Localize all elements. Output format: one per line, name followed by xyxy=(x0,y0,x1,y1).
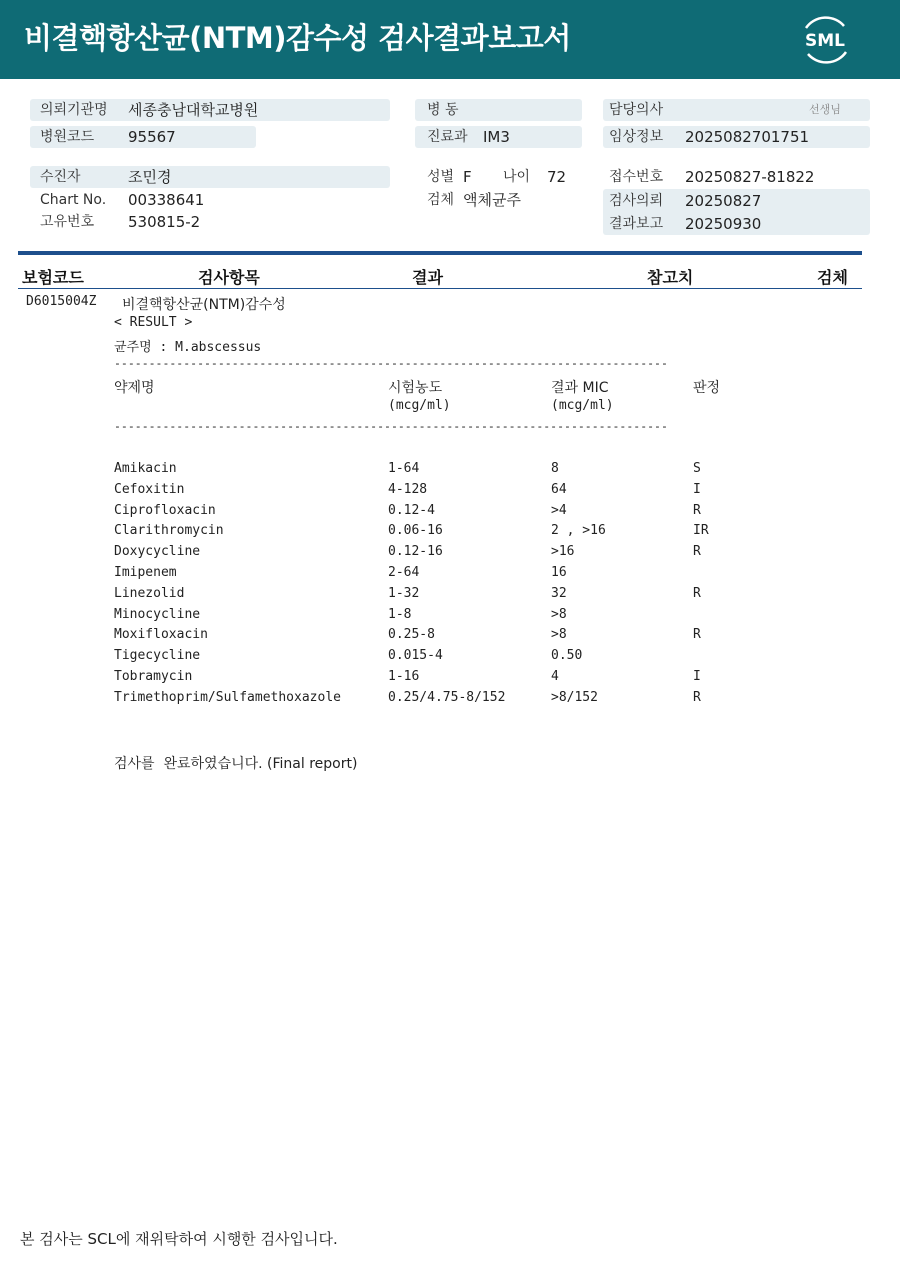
result-tag: < RESULT > xyxy=(114,315,193,330)
header-rule-thin xyxy=(18,288,862,289)
cell-drug: Tobramycin xyxy=(114,669,193,684)
report-date-value: 20250930 xyxy=(685,215,762,233)
th-drug: 약제명 xyxy=(114,380,155,396)
th-mic: 결과 MIC xyxy=(551,380,609,396)
cell-mic: >4 xyxy=(551,502,567,518)
doctor-suffix: 선생님 xyxy=(809,103,841,116)
chart-label: Chart No. xyxy=(40,192,107,208)
chart-field xyxy=(30,189,390,211)
footer-note: 본 검사는 SCL에 재위탁하여 시행한 검사입니다. xyxy=(20,1230,338,1248)
cell-range: 1-16 xyxy=(388,669,420,684)
specimen-value: 액체균주 xyxy=(463,191,521,209)
cell-drug: Amikacin xyxy=(114,461,177,476)
clinical-label: 임상정보 xyxy=(609,129,664,145)
cell-drug: Trimethoprim/Sulfamethoxazole xyxy=(114,689,341,705)
col-insurance-code: 보험코드 xyxy=(22,268,84,287)
cell-range: 0.015-4 xyxy=(388,648,443,664)
doctor-field xyxy=(603,99,870,121)
cell-interp: R xyxy=(693,689,701,705)
cell-mic: 8 xyxy=(551,461,559,476)
cell-drug: Cefoxitin xyxy=(114,481,185,497)
cell-interp: IR xyxy=(693,523,709,539)
cell-interp: S xyxy=(693,461,701,476)
organism-line xyxy=(114,336,261,355)
final-note: 검사를 완료하였습니다. (Final report) xyxy=(114,756,358,772)
request-label: 검사의뢰 xyxy=(609,193,664,209)
dept-field xyxy=(415,126,582,148)
patient-value: 조민경 xyxy=(128,168,172,186)
dept-label: 진료과 xyxy=(427,129,468,145)
request-field xyxy=(603,190,870,212)
col-reference: 참고치 xyxy=(647,268,694,287)
sex-age-field xyxy=(415,166,585,188)
th-range: 시험농도 xyxy=(388,380,443,396)
dept-value: IM3 xyxy=(483,128,510,146)
sml-logo xyxy=(796,12,854,66)
receipt-field xyxy=(603,166,870,188)
clinical-value: 2025082701751 xyxy=(685,128,810,146)
organism-label: 균주명 xyxy=(114,340,152,355)
clinical-field xyxy=(603,126,870,148)
cell-range: 0.25/4.75-8/152 xyxy=(388,689,506,705)
cell-range: 1-64 xyxy=(388,461,420,476)
chart-value: 00338641 xyxy=(128,191,205,209)
cell-drug: Minocycline xyxy=(114,606,201,622)
hospital-code-value: 95567 xyxy=(128,128,176,146)
logo-text: SML xyxy=(805,31,845,51)
hospital-code-label: 병원코드 xyxy=(40,129,95,145)
institution-field xyxy=(30,99,390,121)
report-date-field xyxy=(603,213,870,235)
cell-drug: Imipenem xyxy=(114,565,177,580)
cell-mic: 16 xyxy=(551,565,567,580)
organism-value: : M.abscessus xyxy=(159,340,262,355)
header-rule-thick xyxy=(18,251,862,255)
cell-range: 1-8 xyxy=(388,606,412,622)
patient-label: 수진자 xyxy=(40,169,81,185)
specimen-field xyxy=(415,189,585,211)
cell-range: 0.12-4 xyxy=(388,502,435,518)
cell-drug: Doxycycline xyxy=(114,544,201,560)
cell-drug: Tigecycline xyxy=(114,648,201,664)
sex-value: F xyxy=(463,168,472,186)
test-name: 비결핵항산균(NTM)감수성 xyxy=(122,297,286,313)
cell-interp: R xyxy=(693,585,701,601)
cell-interp: R xyxy=(693,502,701,518)
specimen-label: 검체 xyxy=(427,192,455,208)
cell-drug: Ciprofloxacin xyxy=(114,502,216,518)
cell-mic: >8 xyxy=(551,627,567,643)
cell-mic: 4 xyxy=(551,669,559,684)
cell-drug: Clarithromycin xyxy=(114,523,224,539)
dash-line-bottom: -------------------------------------------------------------------------------- xyxy=(114,419,668,433)
cell-mic: 64 xyxy=(551,481,567,497)
receipt-label: 접수번호 xyxy=(609,169,664,185)
report-header xyxy=(0,0,900,79)
th-interp: 판정 xyxy=(693,380,721,396)
cell-range: 4-128 xyxy=(388,481,428,497)
receipt-value: 20250827-81822 xyxy=(685,168,815,186)
cell-mic: >8/152 xyxy=(551,689,598,705)
cell-interp: I xyxy=(693,669,701,684)
cell-range: 2-64 xyxy=(388,565,420,580)
ward-field xyxy=(415,99,582,121)
cell-range: 0.12-16 xyxy=(388,544,443,560)
col-test-item: 검사항목 xyxy=(198,268,260,287)
cell-mic: 2 , >16 xyxy=(551,523,606,539)
sex-label: 성별 xyxy=(427,169,455,185)
institution-value: 세종충남대학교병원 xyxy=(128,101,259,119)
cell-mic: 0.50 xyxy=(551,648,583,664)
cell-range: 0.25-8 xyxy=(388,627,435,643)
age-value: 72 xyxy=(547,168,567,186)
uid-field xyxy=(30,211,390,233)
cell-drug: Moxifloxacin xyxy=(114,627,208,643)
cell-mic: >16 xyxy=(551,544,575,560)
test-code: D6015004Z xyxy=(26,294,97,309)
th-mic-unit: (mcg/ml) xyxy=(551,398,614,413)
cell-interp: I xyxy=(693,481,701,497)
age-label: 나이 xyxy=(503,169,531,185)
hospital-code-field xyxy=(30,126,256,148)
cell-interp: R xyxy=(693,544,701,560)
request-value: 20250827 xyxy=(685,192,762,210)
cell-range: 1-32 xyxy=(388,585,420,601)
uid-value: 530815-2 xyxy=(128,213,201,231)
ward-label: 병 동 xyxy=(427,102,459,118)
cell-range: 0.06-16 xyxy=(388,523,443,539)
col-specimen: 검체 xyxy=(817,268,848,287)
th-range-unit: (mcg/ml) xyxy=(388,398,451,413)
cell-mic: 32 xyxy=(551,585,567,601)
report-title: 비결핵항산균(NTM)감수성 검사결과보고서 xyxy=(24,21,571,55)
uid-label: 고유번호 xyxy=(40,214,95,230)
col-result: 결과 xyxy=(412,268,443,287)
cell-drug: Linezolid xyxy=(114,585,185,601)
dash-line-top: -------------------------------------------------------------------------------- xyxy=(114,356,668,370)
cell-interp: R xyxy=(693,627,701,643)
doctor-label: 담당의사 xyxy=(609,102,664,118)
report-date-label: 결과보고 xyxy=(609,216,664,232)
institution-label: 의뢰기관명 xyxy=(40,102,108,118)
cell-mic: >8 xyxy=(551,606,567,622)
patient-field xyxy=(30,166,390,188)
